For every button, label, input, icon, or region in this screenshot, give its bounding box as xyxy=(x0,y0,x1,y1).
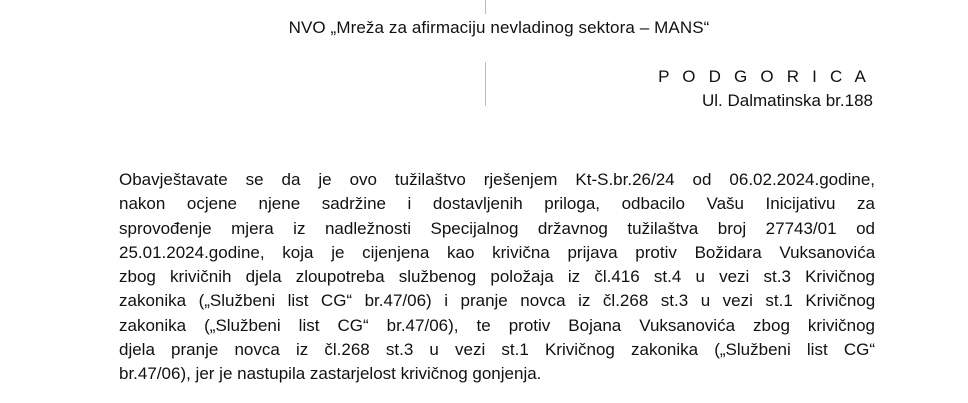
notice-body xyxy=(119,168,875,387)
recipient-organization: NVO „Mreža za afirmaciju nevladinog sektora – MANS“ xyxy=(288,18,710,37)
body-line: br.47/06), jer je nastupila zastarjelost krivičnog gonjenja. xyxy=(119,364,542,384)
body-line: zakonika („Službeni list CG“ br.47/06) i pranje novca iz čl.268 st.3 u vezi st.1 Krivičnog xyxy=(119,291,876,311)
body-line: Obavještavate se da je ovo tužilaštvo rješenjem Kt-S.br.26/24 od 06.02.2024.godine, xyxy=(119,170,875,189)
body-line: sprovođenje mjera iz nadležnosti Specijalnog državnog tužilaštva broj 27743/01 od xyxy=(119,218,875,238)
body-line: djela pranje novca iz čl.268 st.3 u vezi st.1 Krivičnog zakonika („Službeni list CG“ xyxy=(119,340,875,360)
recipient-city: P O D G O R I C A xyxy=(658,67,870,86)
body-line: 25.01.2024.godine, koja je cijenjena kao krivična prijava protiv Božidara Vuksanovića xyxy=(119,242,876,262)
body-line: zbog krivičnih djela zloupotreba službenog položaja iz čl.416 st.4 u vezi st.3 Krivičnog xyxy=(119,267,875,287)
body-line: nakon ocjene njene sadržine i dostavljenih priloga, odbacilo Vašu Inicijativu za xyxy=(119,194,875,214)
body-line: zakonika („Službeni list CG“ br.47/06), te protiv Bojana Vuksanovića zbog krivičnog xyxy=(119,315,876,335)
recipient-address: Ul. Dalmatinska br.188 xyxy=(701,91,873,110)
scan-mark xyxy=(485,62,486,106)
scan-mark xyxy=(485,0,486,14)
